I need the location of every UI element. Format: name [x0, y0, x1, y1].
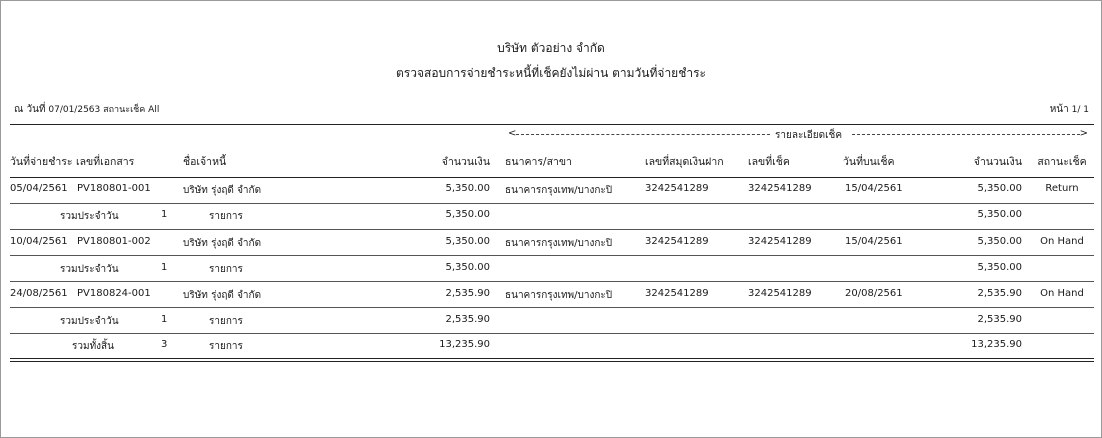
- col-pay-date: วันที่จ่ายชำระ: [10, 156, 73, 168]
- subtotal-amount: 5,350.00: [445, 262, 490, 273]
- row-creditor: บริษัท รุ่งฤดี จำกัด: [183, 238, 262, 249]
- row-cheque-no: 3242541289: [748, 288, 812, 299]
- subtotal-amount: 2,535.90: [445, 314, 490, 325]
- row-cheque-date: 15/04/2561: [845, 183, 903, 194]
- subtotal-cheque-amount: 5,350.00: [977, 209, 1022, 220]
- row-cheque-date: 20/08/2561: [845, 288, 903, 299]
- row-doc-no: PV180801-001: [77, 183, 151, 194]
- grand-total-cheque-amount: 13,235.90: [971, 339, 1022, 350]
- row-account-no: 3242541289: [645, 288, 709, 299]
- col-account-no: เลขที่สมุดเงินฝาก: [645, 156, 724, 168]
- row-cheque-date: 15/04/2561: [845, 236, 903, 247]
- header-bottom-rule: [10, 177, 1094, 178]
- subtotal-cheque-amount: 2,535.90: [977, 314, 1022, 325]
- subtotal-label: รวมประจำวัน: [60, 211, 119, 222]
- row-doc-no: PV180824-001: [77, 288, 151, 299]
- grand-total-rule-1: [10, 358, 1094, 359]
- report-title: ตรวจสอบการจ่ายชำระหนี้ที่เช็คยังไม่ผ่าน ตามวันที่จ่ายชำระ: [396, 66, 706, 80]
- row-rule: [10, 281, 1094, 282]
- row-bank: ธนาคารกรุงเทพ/บางกะปิ: [505, 185, 613, 196]
- row-amount: 2,535.90: [445, 288, 490, 299]
- as-of-label: ณ วันที่: [14, 104, 46, 115]
- col-creditor: ชื่อเจ้าหนี้: [183, 156, 227, 168]
- cheque-detail-range: [510, 128, 1086, 140]
- row-rule: [10, 307, 1094, 308]
- row-cheque-amount: 2,535.90: [977, 288, 1022, 299]
- row-doc-no: PV180801-002: [77, 236, 151, 247]
- subtotal-count: 1: [161, 209, 168, 220]
- row-rule: [10, 333, 1094, 334]
- subtotal-unit: รายการ: [209, 264, 243, 275]
- row-cheque-amount: 5,350.00: [977, 236, 1022, 247]
- grand-total-label: รวมทั้งสิ้น: [72, 341, 114, 352]
- as-of-line: [14, 102, 159, 117]
- col-amount: จำนวนเงิน: [441, 156, 490, 168]
- row-rule: [10, 255, 1094, 256]
- row-bank: ธนาคารกรุงเทพ/บางกะปิ: [505, 290, 613, 301]
- row-account-no: 3242541289: [645, 183, 709, 194]
- row-pay-date: 24/08/2561: [10, 288, 68, 299]
- row-pay-date: 10/04/2561: [10, 236, 68, 247]
- row-account-no: 3242541289: [645, 236, 709, 247]
- row-amount: 5,350.00: [445, 236, 490, 247]
- dash-left: [516, 134, 780, 135]
- row-status: Return: [1045, 183, 1079, 194]
- row-status: On Hand: [1040, 236, 1084, 247]
- row-bank: ธนาคารกรุงเทพ/บางกะปิ: [505, 238, 613, 249]
- subtotal-cheque-amount: 5,350.00: [977, 262, 1022, 273]
- grand-total-amount: 13,235.90: [439, 339, 490, 350]
- col-status: สถานะเช็ค: [1037, 156, 1087, 168]
- subtotal-label: รวมประจำวัน: [60, 264, 119, 275]
- arrow-left-icon: <: [508, 128, 517, 139]
- subtotal-count: 1: [161, 262, 168, 273]
- col-cheque-amount: จำนวนเงิน: [973, 156, 1022, 168]
- grand-total-rule-2: [10, 361, 1094, 362]
- col-cheque-date: วันที่บนเช็ค: [843, 156, 895, 168]
- company-name: บริษัท ตัวอย่าง จำกัด: [497, 41, 605, 55]
- col-bank: ธนาคาร/สาขา: [505, 156, 572, 168]
- dash-right: [852, 134, 1080, 135]
- arrow-right-icon: >: [1079, 128, 1088, 139]
- row-pay-date: 05/04/2561: [10, 183, 68, 194]
- row-cheque-no: 3242541289: [748, 236, 812, 247]
- page-number: [1050, 102, 1089, 117]
- row-status: On Hand: [1040, 288, 1084, 299]
- col-cheque-no: เลขที่เช็ค: [748, 156, 790, 168]
- page-label: หน้า: [1049, 104, 1069, 115]
- col-doc-no: เลขที่เอกสาร: [76, 156, 135, 168]
- header-top-rule: [10, 124, 1094, 125]
- grand-total-unit: รายการ: [209, 341, 243, 352]
- row-cheque-no: 3242541289: [748, 183, 812, 194]
- row-rule: [10, 229, 1094, 230]
- subtotal-label: รวมประจำวัน: [60, 316, 119, 327]
- grand-total-count: 3: [161, 339, 168, 350]
- row-creditor: บริษัท รุ่งฤดี จำกัด: [183, 290, 262, 301]
- page-value: 1/ 1: [1071, 105, 1089, 115]
- subtotal-unit: รายการ: [209, 211, 243, 222]
- row-creditor: บริษัท รุ่งฤดี จำกัด: [183, 185, 262, 196]
- cheque-detail-caption: รายละเอียดเช็ค: [772, 128, 845, 143]
- row-cheque-amount: 5,350.00: [977, 183, 1022, 194]
- row-rule: [10, 203, 1094, 204]
- subtotal-amount: 5,350.00: [445, 209, 490, 220]
- subtotal-unit: รายการ: [209, 316, 243, 327]
- as-of-value: 07/01/2563 สถานะเช็ค All: [48, 105, 160, 115]
- subtotal-count: 1: [161, 314, 168, 325]
- row-amount: 5,350.00: [445, 183, 490, 194]
